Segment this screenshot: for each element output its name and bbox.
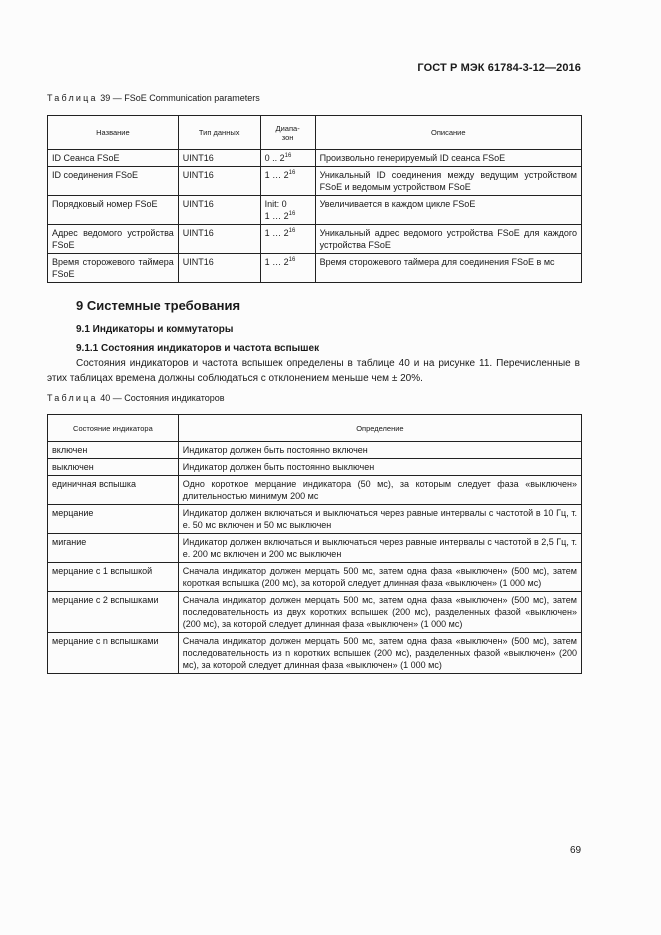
cell-type: UINT16: [178, 196, 260, 225]
table-row: [48, 592, 582, 633]
cell-state: мерцание: [48, 505, 179, 534]
cell-definition: Индикатор должен быть постоянно выключен: [178, 459, 581, 476]
cell-range: [260, 225, 315, 254]
table-row: [48, 254, 582, 283]
table-40-caption-text: 40 — Состояния индикаторов: [100, 393, 225, 403]
standard-header: ГОСТ Р МЭК 61784-3-12—2016: [417, 62, 581, 74]
table-row: [48, 563, 582, 592]
range-base: 1 … 2: [264, 170, 289, 180]
cell-state: выключен: [48, 459, 179, 476]
cell-definition: Индикатор должен включаться и выключаться через равные интервалы с частотой в 10 Гц, т. е. 50 мс включен и 50 мс выключен: [178, 505, 581, 534]
range-exponent: 16: [288, 211, 296, 217]
body-paragraph: Состояния индикаторов и частота вспышек определены в таблице 40 и на рисунке 11. Перечисленные в этих таблицах времена должны соблюдаться с отклонением меньше чем ± 20%.: [47, 358, 580, 384]
range-exponent: 16: [288, 257, 296, 263]
cell-definition: Сначала индикатор должен мерцать 500 мс, затем одна фаза «выключен» (500 мс), затем короткая вспышка (200 мс), за которой следует длинная фаза «выключен» (1 000 мс): [178, 563, 581, 592]
range-exponent: 16: [284, 153, 292, 159]
cell-range: [260, 150, 315, 167]
cell-type: UINT16: [178, 150, 260, 167]
col-header-name: Название: [48, 116, 179, 150]
cell-definition: Индикатор должен быть постоянно включен: [178, 442, 581, 459]
section-9-1-heading: 9.1 Индикаторы и коммутаторы: [76, 324, 234, 335]
cell-name: Время сторожевого таймера FSoE: [48, 254, 179, 283]
cell-state: мерцание с n вспышками: [48, 633, 179, 674]
cell-description: Увеличивается в каждом цикле FSoE: [315, 196, 581, 225]
table-row: [48, 633, 582, 674]
cell-name: Адрес ведомого устройства FSoE: [48, 225, 179, 254]
cell-description: Уникальный адрес ведомого устройства FSoE для каждого устройства FSoE: [315, 225, 581, 254]
col-header-state: Состояние индикатора: [48, 415, 179, 442]
range-exponent: 16: [288, 228, 296, 234]
col-header-range: Диапа- зон: [260, 116, 315, 150]
table-40-caption: [47, 393, 225, 403]
table-row: [48, 225, 582, 254]
range-base: 0 .. 2: [264, 153, 285, 163]
cell-type: UINT16: [178, 167, 260, 196]
cell-state: включен: [48, 442, 179, 459]
cell-definition: Индикатор должен включаться и выключаться через равные интервалы с частотой в 2,5 Гц, т. е. 200 мс включен и 200 мс выключен: [178, 534, 581, 563]
range-base: 1 … 2: [264, 257, 289, 267]
page-number: 69: [570, 845, 582, 856]
range-base: 1 … 2: [264, 228, 289, 238]
table-row: [48, 442, 582, 459]
table-40: [47, 414, 582, 674]
table-39-caption: [47, 93, 260, 103]
cell-description: Произвольно генерируемый ID сеанса FSoE: [315, 150, 581, 167]
table-row: [48, 196, 582, 225]
table-40-header-row: [48, 415, 582, 442]
section-9-heading: 9 Системные требования: [76, 298, 241, 313]
cell-state: мерцание с 1 вспышкой: [48, 563, 179, 592]
range-base: 1 … 2: [264, 211, 289, 221]
cell-range: [260, 167, 315, 196]
range-init: Init: 0: [264, 199, 287, 209]
table-row: [48, 459, 582, 476]
cell-definition: Сначала индикатор должен мерцать 500 мс, затем одна фаза «выключен» (500 мс), затем последовательность из n коротких вспышек (200 мс), разделенных фазой «выключен» (200 мс), за которой следует длинная фаза «выключен» (1 000 мс): [178, 633, 581, 674]
col-header-type: Тип данных: [178, 116, 260, 150]
cell-type: UINT16: [178, 225, 260, 254]
cell-name: ID Сеанса FSoE: [48, 150, 179, 167]
table-39-caption-text: 39 — FSoE Communication parameters: [100, 93, 260, 103]
table-39-header-row: [48, 116, 582, 150]
cell-description: Время сторожевого таймера для соединения FSoE в мс: [315, 254, 581, 283]
cell-range: [260, 254, 315, 283]
table-row: [48, 150, 582, 167]
table-row: [48, 534, 582, 563]
col-header-description: Описание: [315, 116, 581, 150]
section-9-1-1-heading: 9.1.1 Состояния индикаторов и частота вспышек: [76, 343, 320, 354]
cell-state: единичная вспышка: [48, 476, 179, 505]
col-header-definition: Определение: [178, 415, 581, 442]
cell-name: Порядковый номер FSoE: [48, 196, 179, 225]
cell-range: [260, 196, 315, 225]
table-row: [48, 505, 582, 534]
table-40-caption-word: Таблица: [47, 393, 98, 403]
cell-state: мерцание с 2 вспышками: [48, 592, 179, 633]
cell-type: UINT16: [178, 254, 260, 283]
table-row: [48, 167, 582, 196]
cell-name: ID соединения FSoE: [48, 167, 179, 196]
table-39-caption-word: Таблица: [47, 93, 98, 103]
cell-definition: Одно короткое мерцание индикатора (50 мс), за которым следует фаза «выключен» длительностью минимум 200 мс: [178, 476, 581, 505]
cell-description: Уникальный ID соединения между ведущим устройством FSoE и ведомым устройством FSoE: [315, 167, 581, 196]
cell-definition: Сначала индикатор должен мерцать 500 мс, затем одна фаза «выключен» (500 мс), затем последовательность из двух коротких вспышек (200 мс), разделенных фазой «выключен» (200 мс), за которой следует длинная фаза «выключен» (1 000 мс): [178, 592, 581, 633]
table-row: [48, 476, 582, 505]
cell-state: мигание: [48, 534, 179, 563]
range-exponent: 16: [288, 170, 296, 176]
table-39: [47, 115, 582, 283]
